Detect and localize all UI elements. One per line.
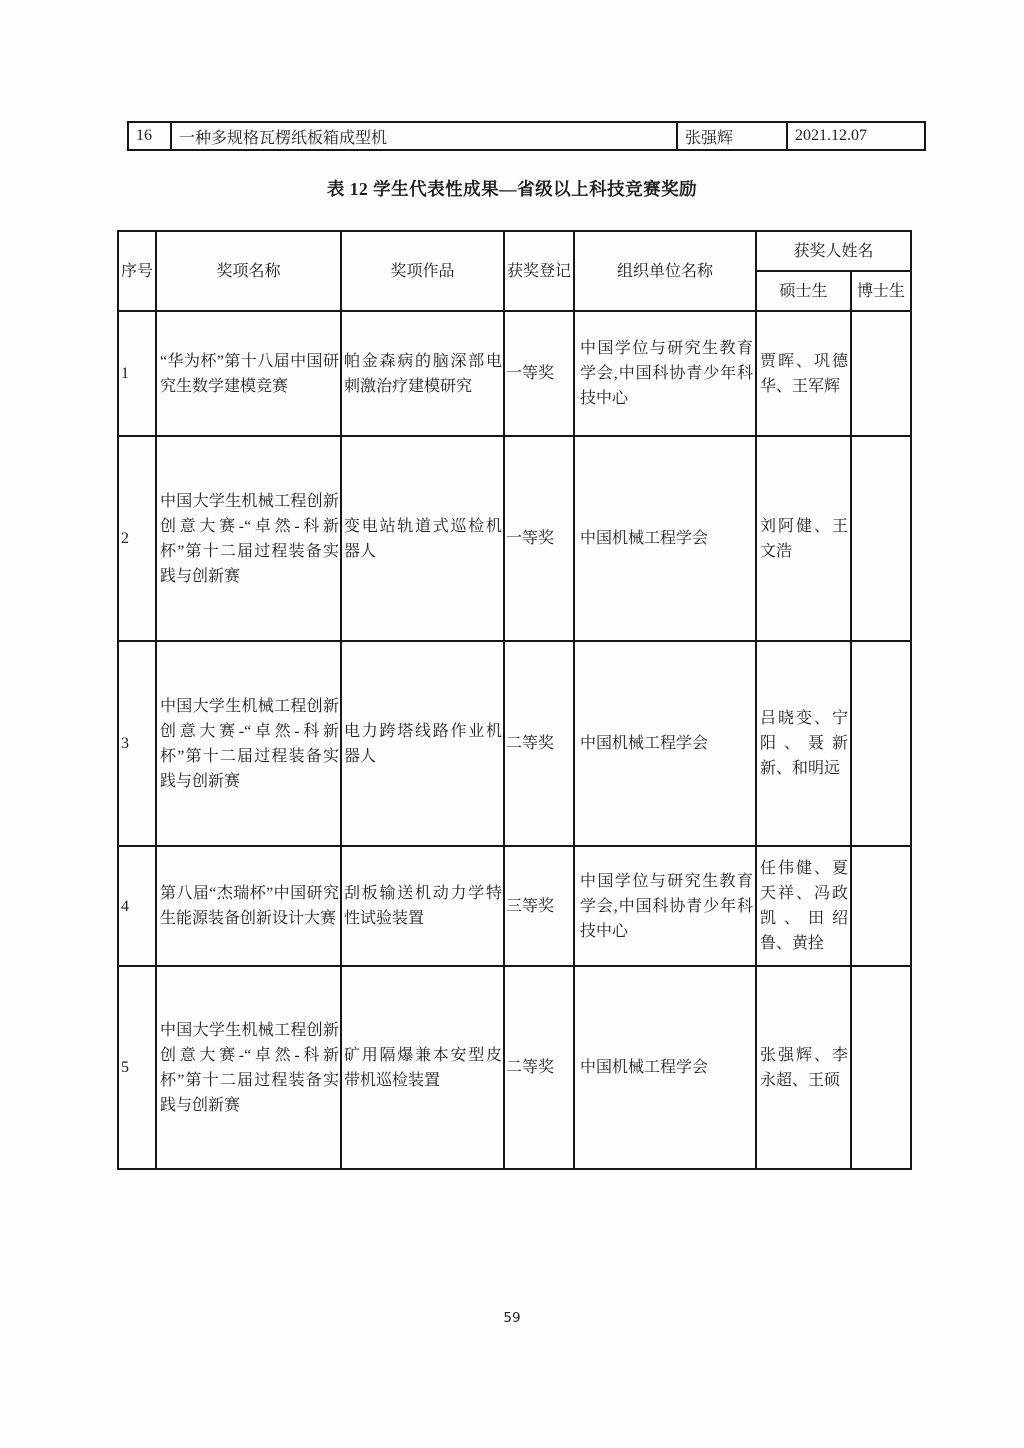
header-award-level: 获奖登记 xyxy=(504,231,574,311)
doctors-cell xyxy=(851,846,911,966)
table-row xyxy=(128,122,925,150)
header-masters: 硕士生 xyxy=(756,271,851,311)
award-work-cell: 刮板输送机动力学特性试验装置 xyxy=(341,846,504,966)
award-level-cell: 一等奖 xyxy=(504,311,574,436)
masters-cell: 吕晓变、宁阳、聂新新、和明远 xyxy=(756,641,851,846)
doctors-cell xyxy=(851,641,911,846)
patent-title-cell: 一种多规格瓦楞纸板箱成型机 xyxy=(171,122,677,150)
award-level-cell: 一等奖 xyxy=(504,436,574,641)
header-doctors: 博士生 xyxy=(851,271,911,311)
awards-table xyxy=(117,230,912,1170)
doctors-cell xyxy=(851,311,911,436)
row-index-cell: 4 xyxy=(118,846,156,966)
header-winners: 获奖人姓名 xyxy=(756,231,911,271)
masters-cell: 刘阿健、王文浩 xyxy=(756,436,851,641)
row-index-cell: 2 xyxy=(118,436,156,641)
header-organizer: 组织单位名称 xyxy=(574,231,756,311)
table-row xyxy=(118,641,911,846)
row-index-cell: 5 xyxy=(118,966,156,1169)
award-name-cell: 中国大学生机械工程创新创意大赛-“卓然-科新杯”第十二届过程装备实践与创新赛 xyxy=(156,436,341,641)
header-index: 序号 xyxy=(118,231,156,311)
table-row xyxy=(118,311,911,436)
table-row xyxy=(118,966,911,1169)
row-index-cell: 1 xyxy=(118,311,156,436)
award-work-cell: 帕金森病的脑深部电刺激治疗建模研究 xyxy=(341,311,504,436)
award-name-cell: 中国大学生机械工程创新创意大赛-“卓然-科新杯”第十二届过程装备实践与创新赛 xyxy=(156,641,341,846)
award-name-cell: 中国大学生机械工程创新创意大赛-“卓然-科新杯”第十二届过程装备实践与创新赛 xyxy=(156,966,341,1169)
previous-table-last-row xyxy=(127,121,926,151)
row-index-cell: 3 xyxy=(118,641,156,846)
award-level-cell: 二等奖 xyxy=(504,641,574,846)
award-work-cell: 矿用隔爆兼本安型皮带机巡检装置 xyxy=(341,966,504,1169)
masters-cell: 任伟健、夏天祥、冯政凯、田绍鲁、黄拴 xyxy=(756,846,851,966)
table-row xyxy=(118,846,911,966)
doctors-cell xyxy=(851,436,911,641)
row-index-cell: 16 xyxy=(128,122,171,150)
table-caption: 表 12 学生代表性成果—省级以上科技竞赛奖励 xyxy=(326,179,698,199)
award-name-cell: 第八届“杰瑞杯”中国研究生能源装备创新设计大赛 xyxy=(156,846,341,966)
award-work-cell: 变电站轨道式巡检机器人 xyxy=(341,436,504,641)
masters-cell: 张强辉、李永超、王硕 xyxy=(756,966,851,1169)
award-level-cell: 二等奖 xyxy=(504,966,574,1169)
header-award-work: 奖项作品 xyxy=(341,231,504,311)
award-name-cell: “华为杯”第十八届中国研究生数学建模竞赛 xyxy=(156,311,341,436)
header-award-name: 奖项名称 xyxy=(156,231,341,311)
organizer-cell: 中国机械工程学会 xyxy=(574,436,756,641)
inventor-cell: 张强辉 xyxy=(677,122,787,150)
organizer-cell: 中国学位与研究生教育学会,中国科协青少年科技中心 xyxy=(574,846,756,966)
header-row-1 xyxy=(118,231,911,271)
award-level-cell: 三等奖 xyxy=(504,846,574,966)
award-work-cell: 电力跨塔线路作业机器人 xyxy=(341,641,504,846)
organizer-cell: 中国机械工程学会 xyxy=(574,966,756,1169)
page-number: 59 xyxy=(503,1310,521,1326)
table-row xyxy=(118,436,911,641)
organizer-cell: 中国机械工程学会 xyxy=(574,641,756,846)
date-cell: 2021.12.07 xyxy=(787,122,925,150)
doctors-cell xyxy=(851,966,911,1169)
masters-cell: 贾晖、巩德华、王军辉 xyxy=(756,311,851,436)
organizer-cell: 中国学位与研究生教育学会,中国科协青少年科技中心 xyxy=(574,311,756,436)
